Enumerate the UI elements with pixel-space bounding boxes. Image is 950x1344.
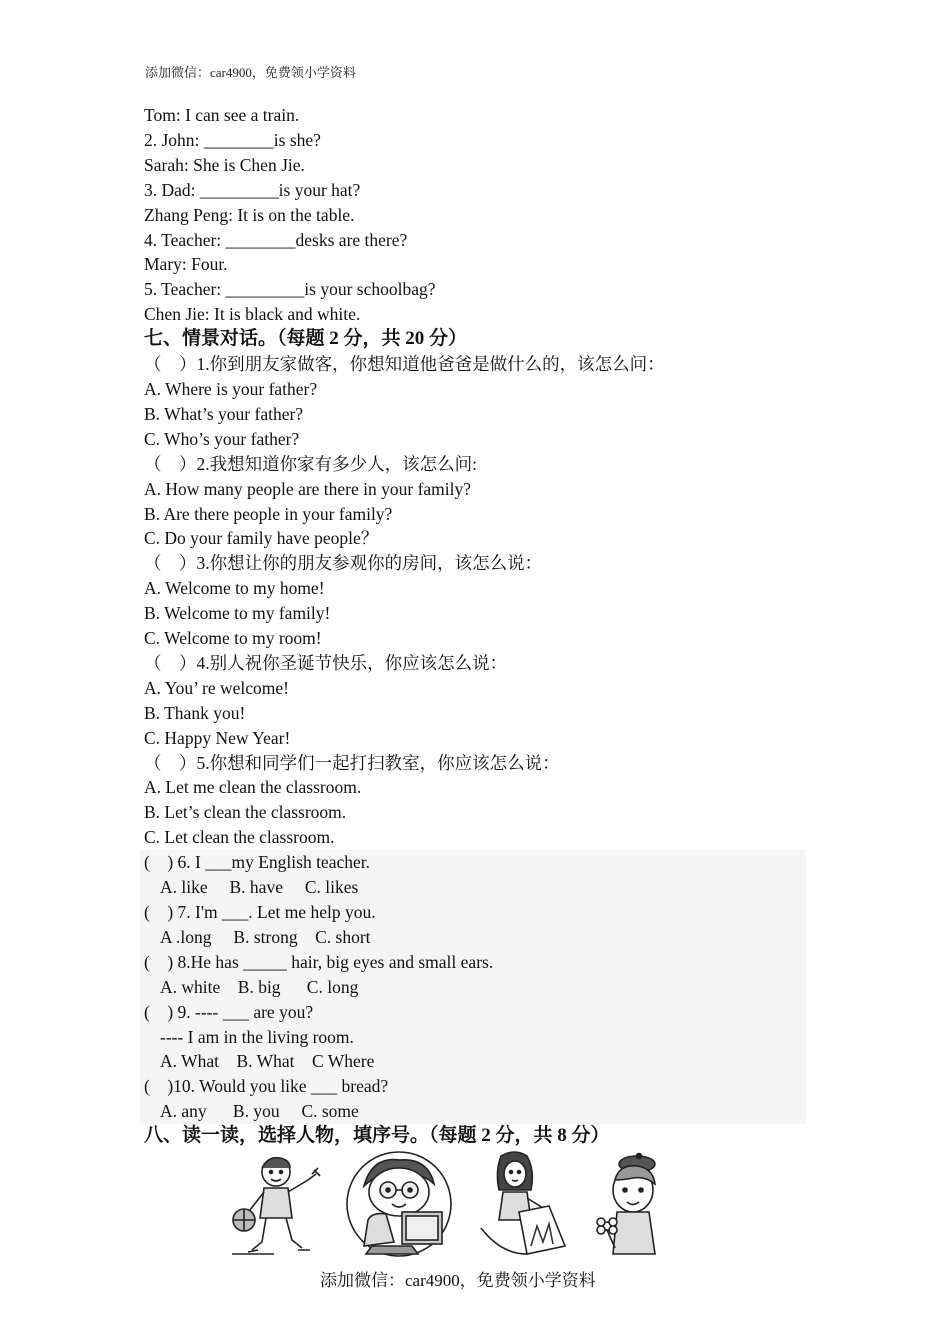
section-7-title: 七、情景对话。（每题 2 分，共 20 分） [144, 328, 468, 350]
mc-question: ( ) 6. I ___my English teacher. [144, 852, 370, 873]
mc-options: A. white B. big C. long [160, 976, 359, 997]
header-watermark-note: 添加微信：car4900，免费领小学资料 [145, 65, 356, 80]
answer-option: A. You’ re welcome! [144, 677, 289, 698]
answer-option: A. Let me clean the classroom. [144, 777, 362, 798]
character-pictures [228, 1150, 668, 1260]
question-prompt: （ ）4.别人祝你圣诞节快乐，你应该怎么说： [144, 652, 508, 673]
answer-option: C. Happy New Year! [144, 727, 291, 748]
mc-options: A. What B. What C Where [160, 1051, 375, 1072]
answer-option: B. Let’s clean the classroom. [144, 802, 347, 823]
girl-beret-flower-icon [593, 1150, 673, 1258]
answer-option: C. Welcome to my room! [144, 628, 322, 649]
answer-option: C. Who’s your father? [144, 428, 300, 449]
answer-option: C. Do your family have people？ [144, 528, 379, 549]
question-line: 3. Dad: _________is your hat? [144, 179, 361, 200]
footer-watermark-note: 添加微信：car4900，免费领小学资料 [320, 1271, 596, 1290]
answer-option: B. Welcome to my family! [144, 603, 331, 624]
mc-question: ( ) 9. ---- ___ are you? [144, 1001, 314, 1022]
question-line: 4. Teacher: ________desks are there? [144, 229, 408, 250]
dialogue-line: Tom: I can see a train. [144, 105, 300, 125]
mc-question: ( ) 8.He has _____ hair, big eyes and small ears. [144, 951, 494, 972]
mc-dialogue-line: ---- I am in the living room. [160, 1026, 354, 1047]
boy-basketball-icon [228, 1150, 328, 1258]
dialogue-line: Mary: Four. [144, 254, 228, 275]
question-line: 5. Teacher: _________is your schoolbag? [144, 279, 436, 300]
mc-options: A. any B. you C. some [160, 1101, 359, 1122]
mc-question: ( )10. Would you like ___ bread? [144, 1076, 389, 1097]
dialogue-line: Zhang Peng: It is on the table. [144, 204, 355, 225]
mc-options: A. like B. have C. likes [160, 877, 359, 898]
answer-option: A. Welcome to my home! [144, 578, 325, 599]
question-prompt: （ ）2.我想知道你家有多少人，该怎么问: [144, 453, 477, 474]
mc-question: ( ) 7. I'm ___. Let me help you. [144, 902, 376, 922]
worksheet-content [144, 103, 814, 1149]
dialogue-line: Chen Jie: It is black and white. [144, 304, 361, 325]
section-8-title: 八、读一读，选择人物，填序号。（每题 2 分，共 8 分） [144, 1125, 610, 1147]
question-prompt: （ ）1.你到朋友家做客，你想知道他爸爸是做什么的，该怎么问： [144, 354, 665, 375]
question-prompt: （ ）5.你想和同学们一起打扫教室，你应该怎么说： [144, 752, 560, 773]
multiple-choice-block [140, 850, 806, 1124]
boy-computer-icon [342, 1150, 457, 1260]
question-line: 2. John: ________is she? [144, 129, 321, 150]
answer-option: A. How many people are there in your family? [144, 478, 472, 499]
answer-option: A. Where is your father? [144, 378, 318, 399]
answer-option: B. Are there people in your family? [144, 503, 393, 524]
answer-option: B. What’s your father? [144, 403, 304, 424]
dialogue-line: Sarah: She is Chen Jie. [144, 154, 305, 175]
question-prompt: （ ）3.你想让你的朋友参观你的房间，该怎么说： [144, 553, 543, 574]
mc-options: A .long B. strong C. short [160, 926, 371, 947]
answer-option: B. Thank you! [144, 702, 246, 723]
answer-option: C. Let clean the classroom. [144, 827, 335, 848]
girl-painting-icon [471, 1150, 571, 1258]
